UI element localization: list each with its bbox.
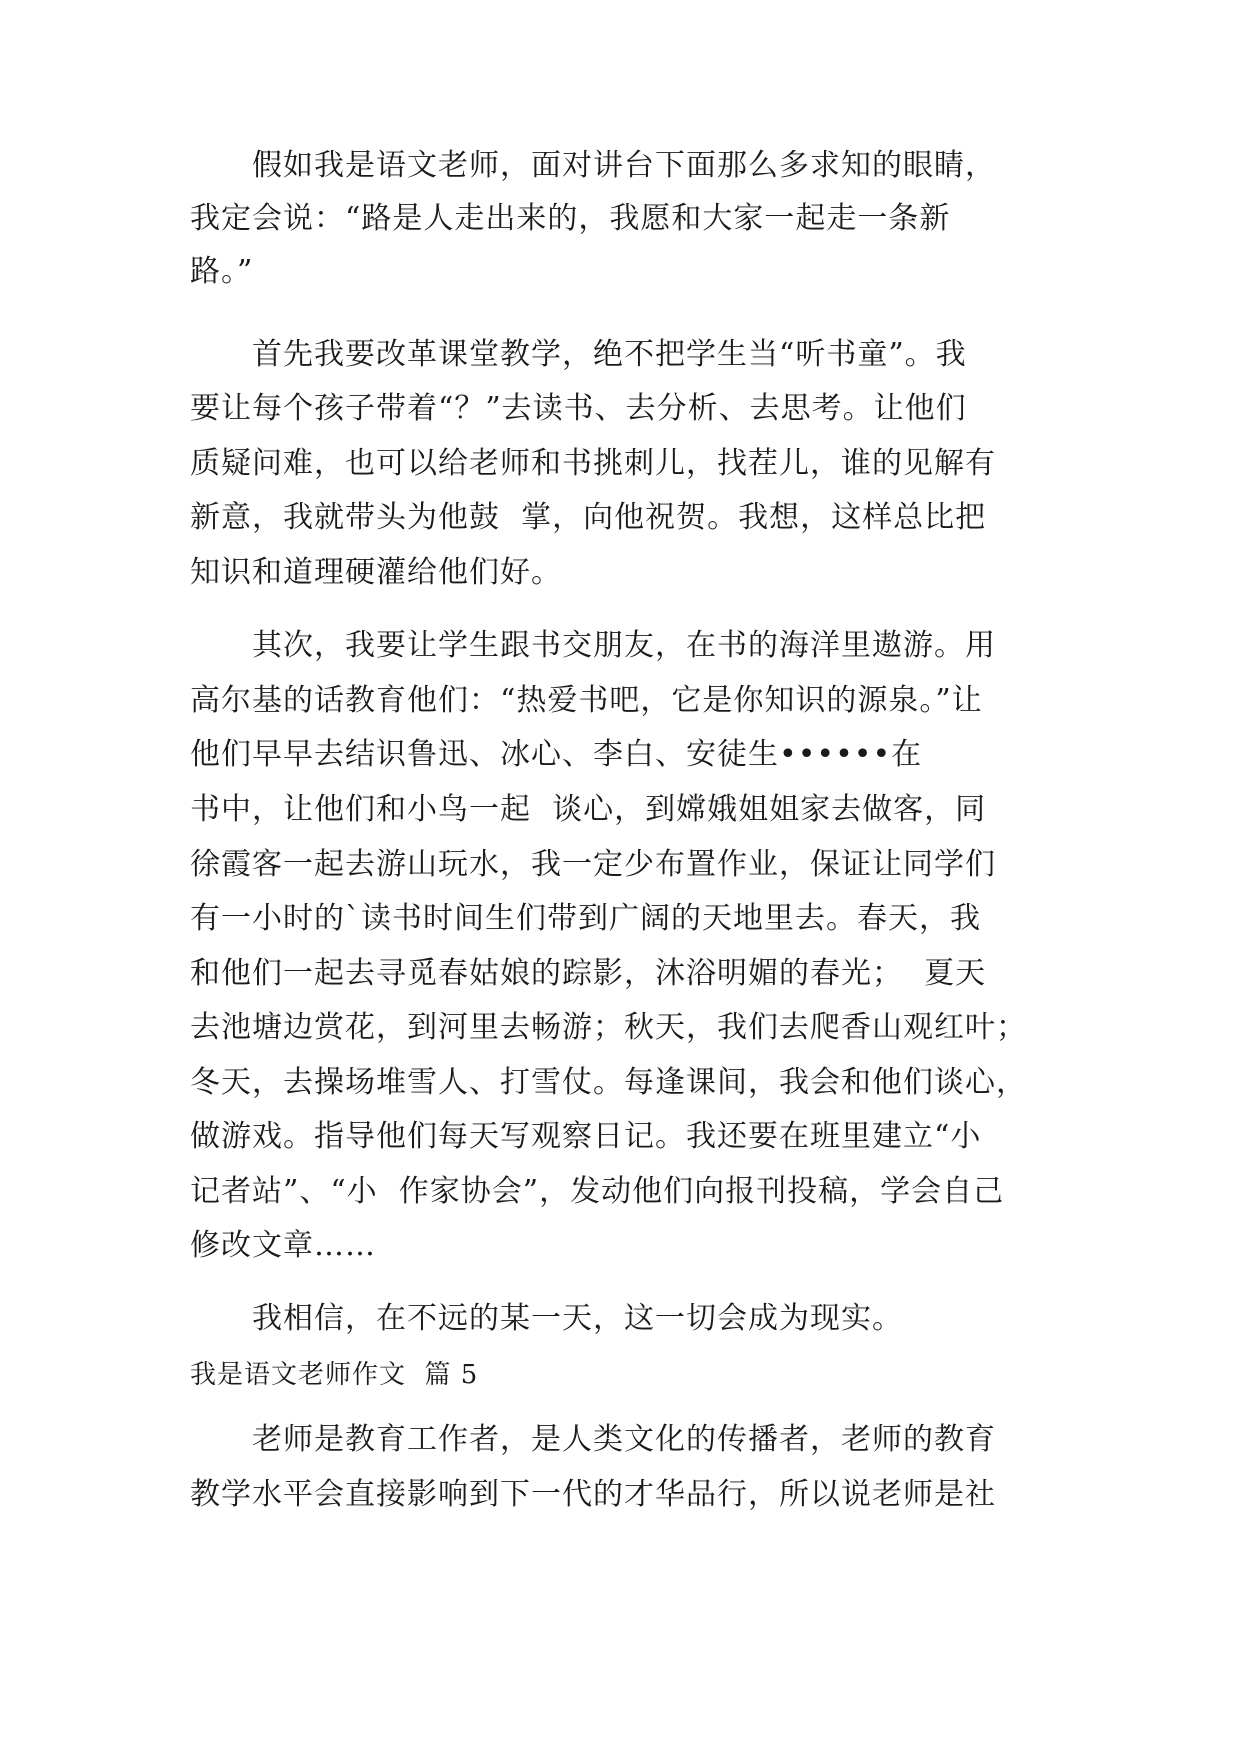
paragraph-line: 有一小时的`读书时间生们带到广阔的天地里去。春天，我 [190, 901, 981, 936]
paragraph-line: 做游戏。指导他们每天写观察日记。我还要在班里建立“小 [190, 1119, 982, 1154]
paragraph-line: 我定会说：“路是人走出来的，我愿和大家一起走一条新 [190, 201, 951, 236]
paragraph-line: 去池塘边赏花，到河里去畅游；秋天，我们去爬香山观红叶； [190, 1010, 1027, 1045]
paragraph-line: 质疑问难，也可以给老师和书挑刺儿，找茬儿，谁的见解有 [190, 446, 996, 481]
paragraph-line: 修改文章…… [190, 1228, 376, 1263]
paragraph-line: 首先我要改革课堂教学，绝不把学生当“听书童”。我 [252, 337, 967, 372]
paragraph-line: 老师是教育工作者，是人类文化的传播者，老师的教育 [252, 1422, 996, 1457]
paragraph-line: 假如我是语文老师，面对讲台下面那么多求知的眼睛， [252, 148, 996, 183]
paragraph-line: 他们早早去结识鲁迅、冰心、李白、安徒生••••••在 [190, 737, 923, 772]
paragraph-line: 其次，我要让学生跟书交朋友，在书的海洋里遨游。用 [252, 628, 996, 663]
paragraph-line: 教学水平会直接影响到下一代的才华品行，所以说老师是社 [190, 1477, 996, 1512]
paragraph-line: 要让每个孩子带着“？”去读书、去分析、去思考。让他们 [190, 391, 967, 426]
section-heading: 我是语文老师作文 篇 5 [190, 1360, 479, 1390]
paragraph-line: 知识和道理硬灌给他们好。 [190, 555, 562, 590]
paragraph-line: 和他们一起去寻觅春姑娘的踪影，沐浴明媚的春光； 夏天 [190, 956, 987, 991]
paragraph-line: 记者站”、“小 作家协会”，发动他们向报刊投稿，学会自己 [190, 1174, 1005, 1209]
paragraph-line: 路。” [190, 254, 254, 289]
paragraph-line: 徐霞客一起去游山玩水，我一定少布置作业，保证让同学们 [190, 847, 996, 882]
paragraph-line: 冬天，去操场堆雪人、打雪仗。每逢课间，我会和他们谈心， [190, 1065, 1027, 1100]
paragraph-line: 我相信，在不远的某一天，这一切会成为现实。 [252, 1301, 903, 1336]
paragraph-line: 新意，我就带头为他鼓 掌，向他祝贺。我想，这样总比把 [190, 500, 987, 535]
paragraph-line: 书中，让他们和小鸟一起 谈心，到嫦娥姐姐家去做客，同 [190, 792, 987, 827]
paragraph-line: 高尔基的话教育他们：“热爱书吧，它是你知识的源泉。”让 [190, 683, 983, 718]
